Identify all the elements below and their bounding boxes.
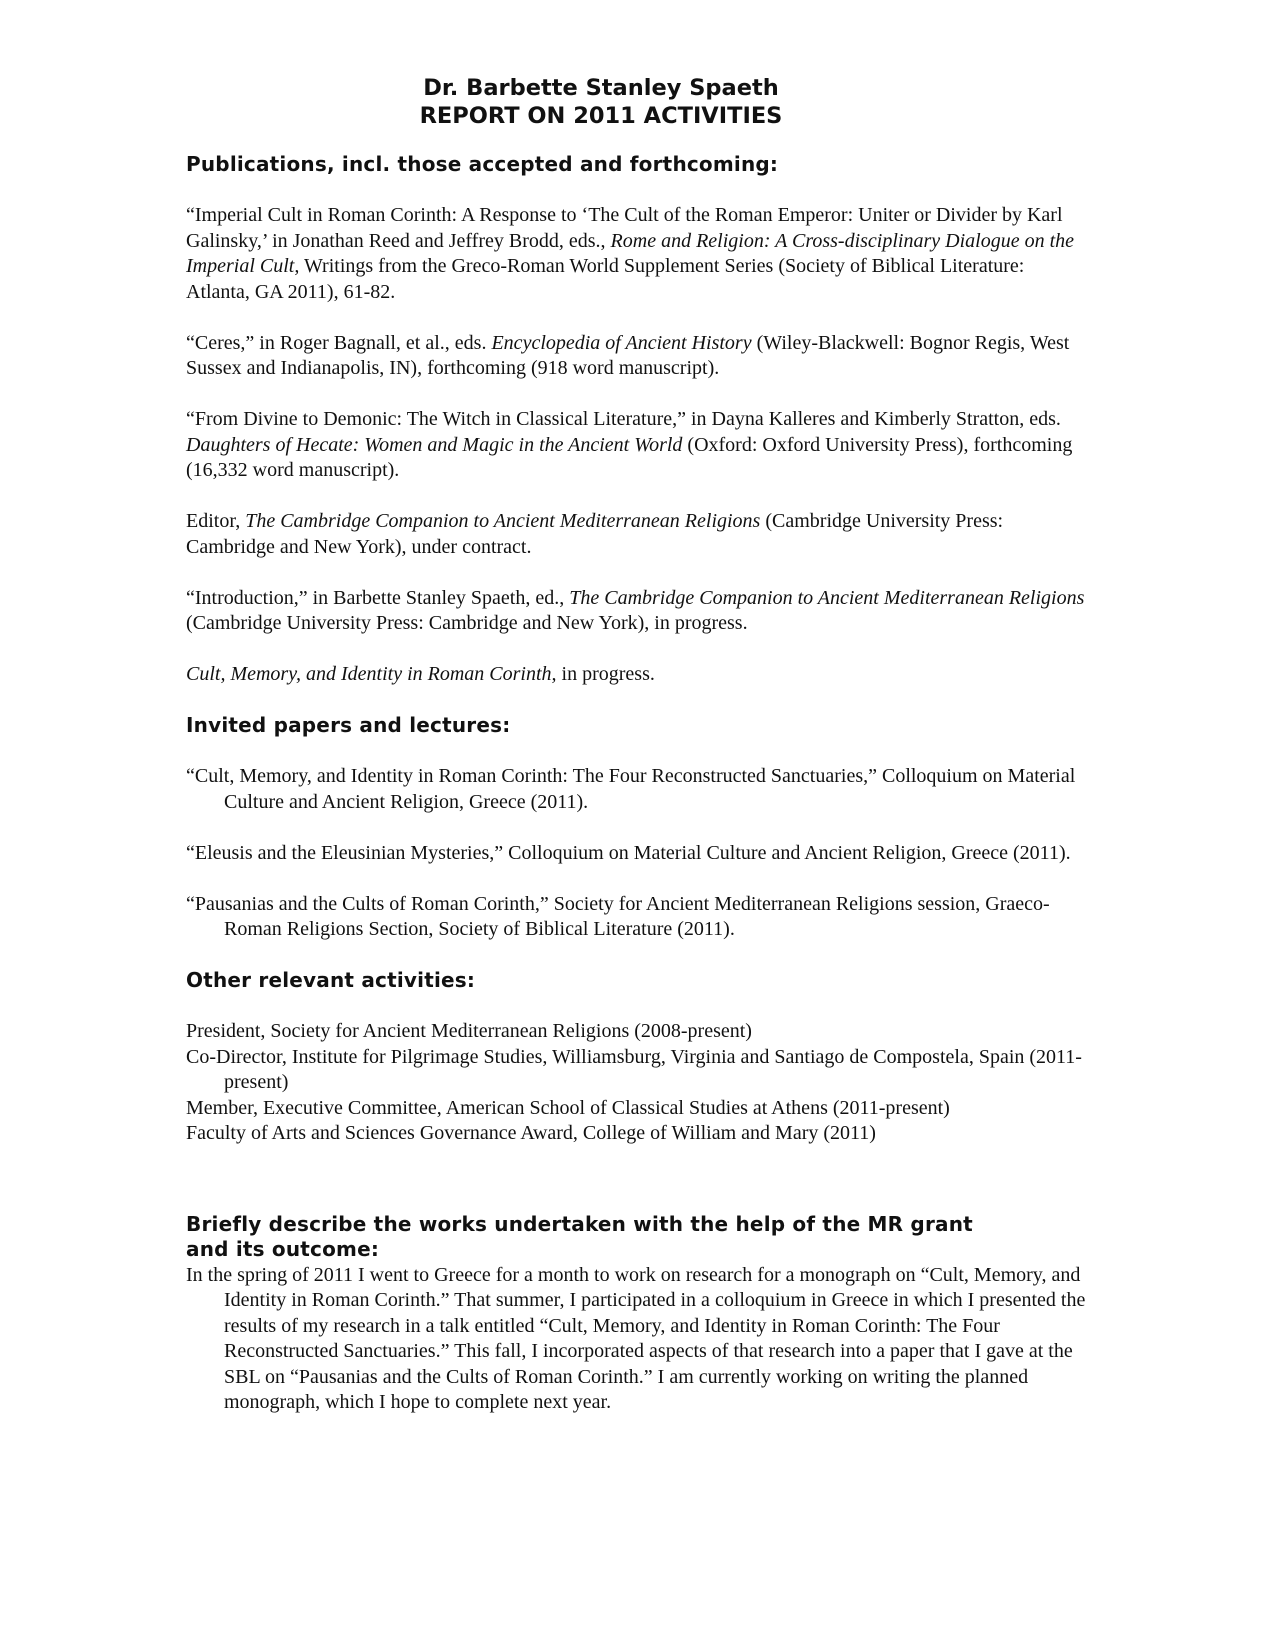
publication-item: Editor, The Cambridge Companion to Ancient Mediterranean Religions (Cambridge University Press: Cambridge and New York), under contract. [186, 510, 1004, 558]
publication-item: “From Divine to Demonic: The Witch in Classical Literature,” in Dayna Kalleres and Kimberly Stratton, eds. Daughters of Hecate: Women and Magic in the Ancient World (Oxford: Oxford University Press), forthcoming (16,332 word manuscript). [186, 408, 1073, 481]
publications-section [186, 152, 1086, 688]
activity-item: Faculty of Arts and Sciences Governance Award, College of William and Mary (2011) [186, 1122, 876, 1144]
grant-body: In the spring of 2011 I went to Greece for a month to work on research for a monograph on “Cult, Memory, and Identity in Roman Corinth.” That summer, I participated in a colloquium in Greece in which I presented the results of my research in a talk entitled “Cult, Memory, and Identity in Roman Corinth: The Four Reconstructed Sanctuaries.” This fall, I incorporated aspects of that research into a paper that I gave at the SBL on “Pausanias and the Cults of Roman Corinth.” I am currently working on writing the planned monograph, which I hope to complete next year. [186, 1263, 1086, 1413]
author-name: Dr. Barbette Stanley Spaeth [423, 75, 779, 101]
activity-item: Co-Director, Institute for Pilgrimage Studies, Williamsburg, Virginia and Santiago de Compostela, Spain (2011-present) [186, 1045, 1082, 1093]
lecture-item: “Pausanias and the Cults of Roman Corinth,” Society for Ancient Mediterranean Religions session, Graeco-Roman Religions Section, Society of Biblical Literature (2011). [186, 892, 1050, 940]
lecture-item: “Eleusis and the Eleusinian Mysteries,” Colloquium on Material Culture and Ancient Religion, Greece (2011). [186, 841, 1071, 864]
grant-heading: Briefly describe the works undertaken with the help of the MR grant and its outcome: [186, 1211, 973, 1261]
activities-list [186, 1019, 1086, 1147]
other-activities-section [186, 968, 1086, 1147]
activity-item: Member, Executive Committee, American School of Classical Studies at Athens (2011-present) [186, 1096, 950, 1119]
other-activities-heading: Other relevant activities: [186, 968, 476, 992]
publication-item: Cult, Memory, and Identity in Roman Corinth, in progress. [186, 663, 655, 685]
publication-item: “Ceres,” in Roger Bagnall, et al., eds. Encyclopedia of Ancient History (Wiley-Blackwell: Bognor Regis, West Sussex and Indianapolis, IN), forthcoming (918 word manuscript). [186, 331, 1070, 379]
document-page [186, 74, 1086, 1416]
activity-item: President, Society for Ancient Mediterranean Religions (2008-present) [186, 1020, 752, 1042]
document-header [186, 74, 1016, 130]
grant-section [186, 1212, 1086, 1416]
publication-item: “Imperial Cult in Roman Corinth: A Response to ‘The Cult of the Roman Emperor: Uniter or Divider by Karl Galinsky,’ in Jonathan Reed and Jeffrey Brodd, eds., Rome and Religion: A Cross-disciplinary Dialogue on the Imperial Cult, Writings from the Greco-Roman World Supplement Series (Society of Biblical Literature: Atlanta, GA 2011), 61-82. [186, 204, 1075, 303]
lecture-item: “Cult, Memory, and Identity in Roman Corinth: The Four Reconstructed Sanctuaries,” Colloquium on Material Culture and Ancient Religion, Greece (2011). [186, 765, 1076, 813]
report-title: REPORT ON 2011 ACTIVITIES [419, 103, 783, 129]
publication-item: “Introduction,” in Barbette Stanley Spaeth, ed., The Cambridge Companion to Ancient Mediterranean Religions (Cambridge University Press: Cambridge and New York), in progress. [186, 586, 1085, 634]
invited-section [186, 713, 1086, 943]
invited-heading: Invited papers and lectures: [186, 713, 511, 737]
publications-heading: Publications, incl. those accepted and forthcoming: [186, 152, 779, 176]
